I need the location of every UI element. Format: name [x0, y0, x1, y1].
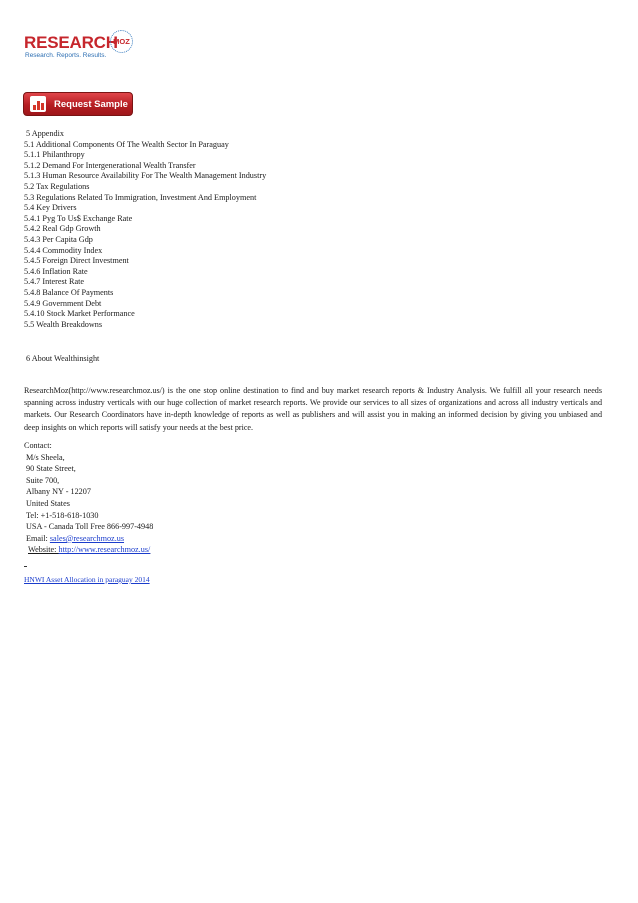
- toc-item: 5.2 Tax Regulations: [24, 181, 90, 191]
- request-sample-label: Request Sample: [54, 98, 128, 110]
- toc-item: 5.4.4 Commodity Index: [24, 245, 103, 255]
- contact-name: M/s Sheela,: [26, 452, 65, 462]
- contact-tel: Tel: +1-518-618-1030: [26, 510, 99, 520]
- contact-tollfree: USA - Canada Toll Free 866-997-4948: [26, 522, 154, 532]
- table-of-contents: [24, 129, 266, 330]
- contact-email-line: [24, 533, 153, 545]
- toc-item: 5.4.2 Real Gdp Growth: [24, 224, 101, 234]
- toc-item: 5.3 Regulations Related To Immigration, Investment And Employment: [24, 192, 257, 202]
- contact-street: 90 State Street,: [26, 464, 76, 474]
- toc-item: 5.4.6 Inflation Rate: [24, 266, 88, 276]
- separator-dash: [24, 566, 27, 567]
- toc-item: 5.4.3 Per Capita Gdp: [24, 234, 93, 244]
- toc-item: 5 Appendix: [26, 129, 64, 138]
- toc-item: 5.4.1 Pyg To Us$ Exchange Rate: [24, 213, 133, 223]
- contact-block: [24, 440, 153, 556]
- email-label: Email:: [26, 533, 50, 543]
- toc-item: 5.4 Key Drivers: [24, 203, 77, 213]
- toc-item: 5.4.5 Foreign Direct Investment: [24, 256, 129, 266]
- toc-item: 5.1.2 Demand For Intergenerational Wealth Transfer: [24, 160, 196, 170]
- website-label: Website:: [28, 545, 59, 555]
- contact-city: Albany NY - 12207: [26, 487, 91, 497]
- logo-wordmark: RESEARCH: [24, 33, 118, 52]
- request-sample-button[interactable]: [23, 92, 133, 116]
- toc-item: 5.4.8 Balance Of Payments: [24, 287, 114, 297]
- logo-badge-text: MOZ: [113, 37, 130, 46]
- toc-item: 5.1.1 Philanthropy: [24, 150, 85, 160]
- toc-item: 5.1 Additional Components Of The Wealth Sector In Paraguay: [24, 139, 229, 149]
- logo-tagline: Research. Reports. Results.: [25, 52, 107, 59]
- toc-item: 5.4.7 Interest Rate: [24, 277, 85, 287]
- contact-suite: Suite 700,: [26, 475, 60, 485]
- contact-heading: Contact:: [24, 441, 52, 450]
- bar-chart-icon: [30, 96, 46, 112]
- email-link[interactable]: sales@researchmoz.us: [49, 533, 125, 543]
- contact-country: United States: [26, 498, 70, 508]
- footer-report-link[interactable]: HNWI Asset Allocation in paraguay 2014: [24, 575, 150, 584]
- logo-badge-icon: [110, 30, 133, 53]
- website-link[interactable]: http://www.researchmoz.us/: [58, 545, 151, 555]
- company-description: ResearchMoz(http://www.researchmoz.us/) is the one stop online destination to find and buy market research reports & Industry Analysis. We fulfill all your research needs spanning across industry verticals with our huge collection of market research reports. We provide our services to all sizes of organizations and across all industry verticals and markets. Our Research Coordinators have in-depth knowledge of reports as well as publishers and will assist you in making an informed decision by giving you unbiased and deep insights on which reports will satisfy your needs at the best price.: [24, 386, 602, 432]
- toc-item: 5.1.3 Human Resource Availability For The Wealth Management Industry: [24, 171, 267, 181]
- toc-item: 5.4.10 Stock Market Performance: [24, 309, 135, 319]
- about-heading: 6 About Wealthinsight: [26, 354, 100, 363]
- contact-website-line: [24, 544, 153, 556]
- toc-item: 5.4.9 Government Debt: [24, 298, 102, 308]
- researchmoz-logo[interactable]: [24, 30, 144, 64]
- toc-item: 5.5 Wealth Breakdowns: [24, 319, 103, 329]
